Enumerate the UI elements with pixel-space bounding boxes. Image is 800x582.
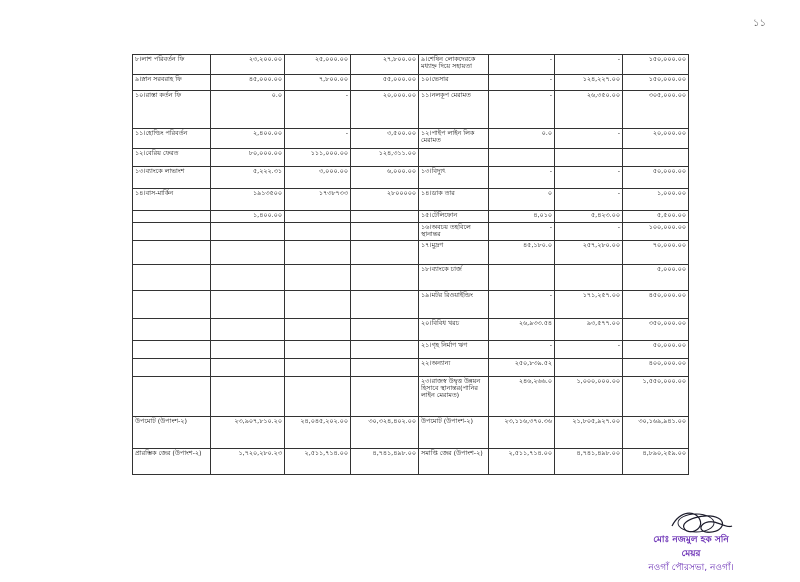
row-label-cell: ১৪।ডাক তার: [419, 189, 489, 211]
amount-cell: ১,৪০০.০০: [211, 211, 285, 223]
amount-cell: ২৫৭,২৮০.০০: [555, 240, 623, 264]
row-label-cell: উপমোট (উপাংশ-২): [133, 416, 211, 448]
row-label-cell: ২০।বিবিধ খরচ: [419, 318, 489, 340]
amount-cell: -: [489, 340, 555, 358]
amount-cell: [351, 211, 419, 223]
row-label-cell: [419, 149, 489, 167]
table-row: [133, 358, 689, 376]
row-label-cell: ১০।রাস্তা কর্তন ফি: [133, 91, 211, 129]
table-row: [133, 149, 689, 167]
budget-table: [132, 54, 689, 475]
amount-cell: ২,৪০০.০০: [211, 129, 285, 149]
row-label-cell: ১৮।ব্যাংকে চার্জ: [419, 264, 489, 290]
amount-cell: ২০,০০০.০০: [351, 91, 419, 129]
row-label-cell: ৯।শেষিন লোকদেরকে মধ্যাহ্ন দিয়ে সহায়তা: [419, 55, 489, 75]
amount-cell: ৪,৮৯০,২৫৯.০০: [623, 448, 689, 474]
amount-cell: ১২৪,২২৭.০০: [555, 75, 623, 91]
row-label-cell: [133, 358, 211, 376]
amount-cell: ২৩,১১৬,৩৭০.৩৬: [489, 416, 555, 448]
amount-cell: -: [555, 129, 623, 149]
row-label-cell: ১২।পাইপ লাইন লিক মেরামত: [419, 129, 489, 149]
table-row: [133, 129, 689, 149]
amount-cell: ৩,০০০.০০: [285, 167, 351, 189]
amount-cell: ১,৭২০,২৮০.২৩: [211, 448, 285, 474]
table-row: [133, 223, 689, 241]
amount-cell: [489, 149, 555, 167]
amount-cell: ২৭,৮০০.০০: [351, 55, 419, 75]
amount-cell: ২,৫১১,৭১৪.০০: [285, 448, 351, 474]
amount-cell: ১১১,০০০.০০: [285, 149, 351, 167]
table-row: [133, 75, 689, 91]
amount-cell: [211, 340, 285, 358]
row-label-cell: [133, 290, 211, 318]
table-row: [133, 211, 689, 223]
amount-cell: ২৪৬,২৬৬.০: [489, 376, 555, 416]
row-label-cell: [133, 340, 211, 358]
amount-cell: [285, 290, 351, 318]
row-label-cell: [133, 211, 211, 223]
table-row: [133, 448, 689, 474]
amount-cell: ৩৫০,০০০.০০: [623, 318, 689, 340]
row-label-cell: [133, 376, 211, 416]
table-row: [133, 167, 689, 189]
signatory-title: মেয়র: [681, 549, 701, 559]
amount-cell: ৪০০,০০০.০০: [623, 358, 689, 376]
amount-cell: [351, 223, 419, 241]
amount-cell: ৪,০১০: [489, 211, 555, 223]
table-row: [133, 376, 689, 416]
amount-cell: ৬,০০০.০০: [351, 167, 419, 189]
amount-cell: ০: [489, 189, 555, 211]
amount-cell: ৫০,০০০.০০: [623, 167, 689, 189]
amount-cell: ২৫,০০০.০০: [285, 55, 351, 75]
amount-cell: ৫,০০০.০০: [623, 264, 689, 290]
amount-cell: ১২৪,৩১১.০০: [351, 149, 419, 167]
row-label-cell: ১১।নলকূপ মেরামত: [419, 91, 489, 129]
amount-cell: ১৫০,০০০.০০: [623, 75, 689, 91]
amount-cell: ১৭১,২৫৭.০০: [555, 290, 623, 318]
amount-cell: ৯৩,৫৭৭.০০: [555, 318, 623, 340]
amount-cell: [489, 264, 555, 290]
page-number: ১১: [753, 18, 766, 29]
amount-cell: ৩০৫,০০০.০০: [623, 91, 689, 129]
table-row: [133, 55, 689, 75]
row-label-cell: ১৫।টেলিফোন: [419, 211, 489, 223]
amount-cell: ২০,০০০.০০: [623, 129, 689, 149]
amount-cell: [555, 358, 623, 376]
amount-cell: [351, 240, 419, 264]
amount-cell: [285, 340, 351, 358]
row-label-cell: ১১।হোল্ডিং পরিবর্তন: [133, 129, 211, 149]
amount-cell: ২৫০,৮৩৯.৫২: [489, 358, 555, 376]
amount-cell: ৩০,৩২৪,৪০২.০০: [351, 416, 419, 448]
row-label-cell: উপমোট (উপাংশ-২): [419, 416, 489, 448]
amount-cell: -: [555, 167, 623, 189]
signatory-name: মোঃ নজমুল হক সনি: [653, 535, 729, 545]
amount-cell: ৩০,১৬৯,৯৪১.০০: [623, 416, 689, 448]
row-label-cell: ১৩।ব্যাংকে লাভাংশ: [133, 167, 211, 189]
amount-cell: ৫,৫০০.০০: [623, 211, 689, 223]
amount-cell: [351, 358, 419, 376]
amount-cell: [285, 264, 351, 290]
row-label-cell: [133, 223, 211, 241]
amount-cell: ১৫০,০০০.০০: [623, 55, 689, 75]
amount-cell: ৪,৭৪১,৪৯৮.০০: [351, 448, 419, 474]
amount-cell: ২৩,৯০৭,৮১০.২০: [211, 416, 285, 448]
table-row: [133, 240, 689, 264]
amount-cell: [351, 290, 419, 318]
row-label-cell: ১২।বেরিয় ফেরত: [133, 149, 211, 167]
amount-cell: ৩,৫০০.০০: [351, 129, 419, 149]
row-label-cell: [133, 318, 211, 340]
amount-cell: [285, 318, 351, 340]
row-label-cell: প্রারম্ভিক জের (উপাংশ-২): [133, 448, 211, 474]
amount-cell: [211, 223, 285, 241]
amount-cell: ৮০,০০০.০০: [211, 149, 285, 167]
row-label-cell: সমাপ্তি জের (উপাংশ-২): [419, 448, 489, 474]
row-label-cell: ৯।স্নান সরবরাহ ফি: [133, 75, 211, 91]
amount-cell: [211, 290, 285, 318]
amount-cell: -: [555, 223, 623, 241]
signature-block: [606, 506, 776, 576]
row-label-cell: ১৭।মুদ্রণ: [419, 240, 489, 264]
amount-cell: [285, 376, 351, 416]
amount-cell: ২৩,২০০.০০: [211, 55, 285, 75]
row-label-cell: [133, 264, 211, 290]
row-label-cell: ৮।লাশ পরিবর্তন ফি: [133, 55, 211, 75]
amount-cell: ১৯১৩৫০০: [211, 189, 285, 211]
amount-cell: [351, 318, 419, 340]
row-label-cell: ১৬।অবচয় তহবিলে স্থানান্তর: [419, 223, 489, 241]
amount-cell: ৫,৪২৩.০০: [555, 211, 623, 223]
amount-cell: [211, 318, 285, 340]
amount-cell: [555, 264, 623, 290]
amount-cell: [623, 149, 689, 167]
table-row: [133, 189, 689, 211]
amount-cell: ১,০০০.০০: [623, 189, 689, 211]
amount-cell: ৭,৮০০.০০: [285, 75, 351, 91]
amount-cell: -: [489, 223, 555, 241]
amount-cell: ২,৫১১,৭১৪.০০: [489, 448, 555, 474]
row-label-cell: ২১।গৃহ নির্মাণ ঋণ: [419, 340, 489, 358]
amount-cell: -: [489, 75, 555, 91]
amount-cell: [351, 264, 419, 290]
row-label-cell: [133, 240, 211, 264]
amount-cell: -: [489, 290, 555, 318]
amount-cell: ২৬,৩৫০.০০: [555, 91, 623, 129]
amount-cell: [285, 211, 351, 223]
table-row: [133, 416, 689, 448]
amount-cell: ৪,৭৪১,৪৯৮.০০: [555, 448, 623, 474]
amount-cell: ৫৫,০০০.০০: [351, 75, 419, 91]
amount-cell: [211, 358, 285, 376]
amount-cell: ১০০,০০০.০০: [623, 223, 689, 241]
amount-cell: [211, 376, 285, 416]
row-label-cell: ২২।অন্যান্য: [419, 358, 489, 376]
amount-cell: [555, 149, 623, 167]
table-row: [133, 290, 689, 318]
amount-cell: [285, 223, 351, 241]
signatory-office: নওগাঁ পৌরসভা, নওগাঁ।: [648, 563, 734, 573]
amount-cell: ৭০,০০০.০০: [623, 240, 689, 264]
amount-cell: -: [489, 91, 555, 129]
row-label-cell: ১৯।মটর রিওয়াইন্ডিং: [419, 290, 489, 318]
amount-cell: ১৭৩৮৭৩৩: [285, 189, 351, 211]
amount-cell: ২১,৮০৫,৯২৭.০০: [555, 416, 623, 448]
amount-cell: ৫০,০০০.০০: [623, 340, 689, 358]
amount-cell: ৪৫,১৮০.০: [489, 240, 555, 264]
amount-cell: -: [555, 55, 623, 75]
amount-cell: ১,৫৫০,০০০.০০: [623, 376, 689, 416]
amount-cell: ১,০০০,০০০.০০: [555, 376, 623, 416]
amount-cell: ২৮০০০০০: [351, 189, 419, 211]
table-row: [133, 91, 689, 129]
amount-cell: ৪৫,০০০.০০: [211, 75, 285, 91]
amount-cell: [211, 240, 285, 264]
amount-cell: ২৬,৯৩৩.৫৪: [489, 318, 555, 340]
amount-cell: [351, 340, 419, 358]
table-row: [133, 340, 689, 358]
table-row: [133, 318, 689, 340]
amount-cell: [211, 264, 285, 290]
amount-cell: -: [555, 189, 623, 211]
row-label-cell: ১৩।বিদ্যুৎ: [419, 167, 489, 189]
row-label-cell: ১৪।বাস-মার্কিন: [133, 189, 211, 211]
row-label-cell: ২৩।রাজস্ব উদ্বৃত্ত উন্নয়ন হিসাবে স্থানান্তর(পানির লাইন মেরামত): [419, 376, 489, 416]
row-label-cell: ১০।ভেসার: [419, 75, 489, 91]
amount-cell: [285, 358, 351, 376]
amount-cell: -: [285, 91, 351, 129]
amount-cell: [351, 376, 419, 416]
amount-cell: ০.০: [211, 91, 285, 129]
amount-cell: -: [285, 129, 351, 149]
table-row: [133, 264, 689, 290]
amount-cell: -: [555, 340, 623, 358]
amount-cell: ৫,২২২.৩১: [211, 167, 285, 189]
amount-cell: [285, 240, 351, 264]
amount-cell: -: [489, 167, 555, 189]
amount-cell: -: [489, 55, 555, 75]
amount-cell: ৪৫০,০০০.০০: [623, 290, 689, 318]
amount-cell: ২৪,০৪৫,২০২.০০: [285, 416, 351, 448]
amount-cell: ০.০: [489, 129, 555, 149]
